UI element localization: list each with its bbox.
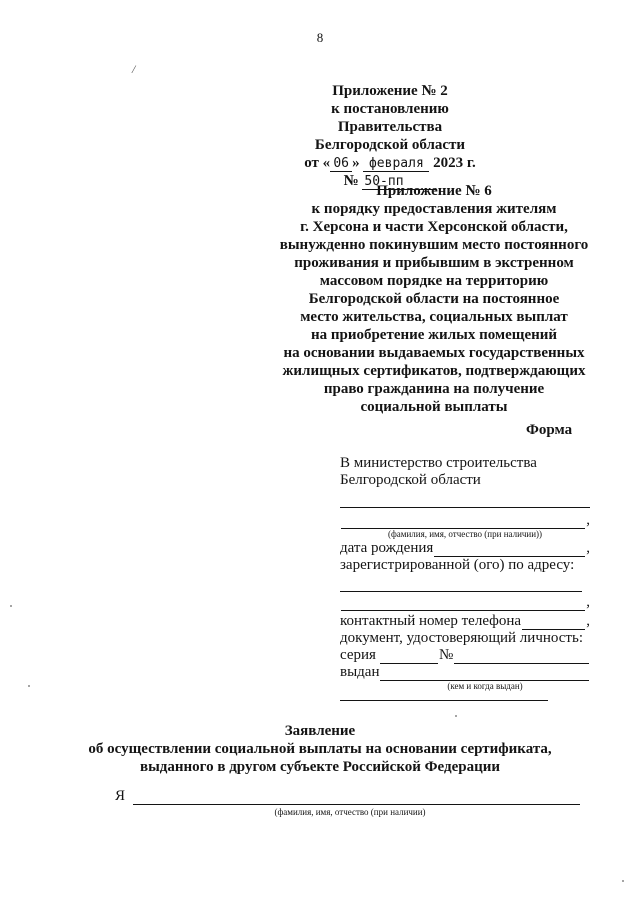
- issued-caption: (кем и когда выдан): [447, 681, 523, 691]
- statement-line-1: об осуществлении социальной выплаты на основании сертификата,: [88, 741, 552, 757]
- address-blank-2[interactable]: [341, 597, 585, 611]
- id-doc-label: документ, удостоверяющий личность:: [340, 630, 583, 646]
- series-blank[interactable]: [380, 650, 438, 664]
- addressee-line-2: Белгородской области: [340, 472, 481, 488]
- declarant-caption: (фамилия, имя, отчество (при наличии): [274, 807, 426, 817]
- statement-title: Заявление: [284, 723, 356, 739]
- scan-speck: [10, 605, 12, 607]
- address-blank-1[interactable]: [340, 574, 582, 592]
- comma: ,: [586, 594, 590, 610]
- appendix-6-block: [278, 182, 590, 416]
- series-number-row: [340, 647, 590, 664]
- declarant-row: [115, 788, 580, 805]
- applicant-name-blank-2[interactable]: [341, 515, 585, 529]
- date-prefix: от «: [304, 155, 331, 171]
- comma: ,: [586, 613, 590, 629]
- declarant-prefix: Я: [115, 788, 126, 804]
- appendix-2-block: [300, 82, 480, 190]
- declarant-name-blank[interactable]: [133, 790, 580, 805]
- date-mid: »: [352, 155, 360, 171]
- statement-heading: [0, 722, 640, 776]
- appendix-6-line: жилищных сертификатов, подтверждающих: [282, 363, 586, 379]
- page-number: 8: [316, 30, 324, 45]
- scan-speck: [455, 715, 457, 717]
- appendix-6-line: проживания и прибывшим в экстренном: [294, 255, 574, 271]
- phone-row: [340, 613, 590, 630]
- issued-blank-2[interactable]: [340, 692, 548, 701]
- date-day: 06: [330, 156, 352, 172]
- addressee-block: [340, 455, 590, 701]
- number-value: 50-пп: [362, 174, 436, 190]
- birth-date-blank[interactable]: [434, 543, 585, 557]
- issued-blank[interactable]: [380, 667, 589, 681]
- appendix-6-line: массовом порядке на территорию: [319, 273, 549, 289]
- number-prefix: №: [343, 173, 359, 189]
- appendix-2-line-1: к постановлению Правительства: [331, 101, 449, 135]
- appendix-2-date: [300, 154, 480, 172]
- appendix-6-line: право гражданина на получение: [323, 381, 545, 397]
- comma: ,: [586, 540, 590, 556]
- address-row-2: [340, 594, 590, 611]
- appendix-6-line: Белгородской области на постоянное: [308, 291, 560, 307]
- applicant-name-row-2: [340, 512, 590, 529]
- birth-date-label: дата рождения: [340, 540, 434, 556]
- comma: ,: [586, 512, 590, 528]
- form-label: Форма: [526, 422, 573, 438]
- appendix-6-line: к порядку предоставления жителям: [311, 201, 557, 217]
- phone-label: контактный номер телефона: [340, 613, 522, 629]
- issued-label: выдан: [340, 664, 380, 680]
- doc-number-blank[interactable]: [454, 650, 589, 664]
- stray-mark: /: [132, 62, 136, 76]
- appendix-2-line-2: Белгородской области: [314, 137, 466, 153]
- appendix-2-title: Приложение № 2: [332, 83, 448, 99]
- applicant-name-blank-1[interactable]: [340, 490, 590, 508]
- scan-speck: [28, 685, 30, 687]
- appendix-6-line: социальной выплаты: [360, 399, 508, 415]
- statement-line-2: выданного в другом субъекте Российской Федерации: [139, 759, 501, 775]
- addressee-line-1: В министерство строительства: [340, 455, 537, 471]
- scan-speck: [622, 880, 624, 882]
- appendix-6-line: место жительства, социальных выплат: [300, 309, 568, 325]
- phone-blank[interactable]: [522, 616, 585, 630]
- date-month: февраля: [363, 156, 429, 172]
- name-caption: (фамилия, имя, отчество (при наличии)): [387, 529, 543, 539]
- registered-label: зарегистрированной (ого) по адресу:: [340, 557, 575, 573]
- date-year: 2023 г.: [433, 155, 476, 171]
- appendix-6-line: на приобретение жилых помещений: [310, 327, 558, 343]
- appendix-6-title: Приложение № 6: [376, 183, 492, 199]
- appendix-6-line: вынужденно покинувшим место постоянного: [279, 237, 589, 253]
- appendix-6-line: на основании выдаваемых государственных: [283, 345, 585, 361]
- birth-date-row: [340, 540, 590, 557]
- number-label: №: [438, 647, 454, 663]
- issued-row: [340, 664, 590, 681]
- appendix-6-line: г. Херсона и части Херсонской области,: [300, 219, 568, 235]
- series-label: серия: [340, 647, 376, 663]
